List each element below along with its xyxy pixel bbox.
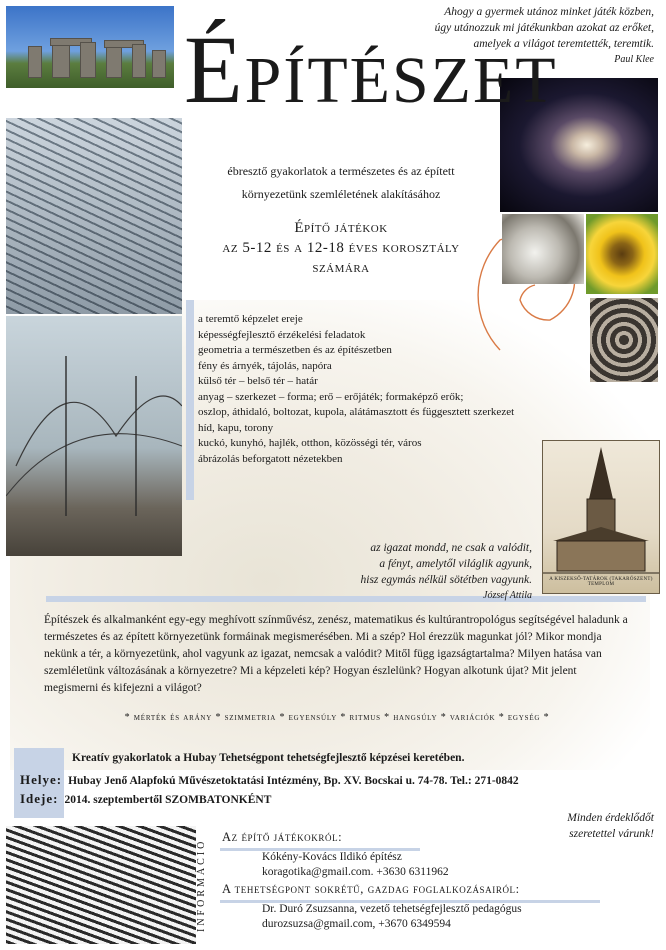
- value-separator: *: [384, 712, 390, 723]
- tensile-structure-photo: [6, 316, 182, 556]
- topic-item: anyag – szerkezet – forma; erő – erőjáték; formaképző erők;: [198, 390, 464, 403]
- welcome-line: szeretettel várunk!: [569, 828, 654, 840]
- quote-author: József Attila: [483, 590, 532, 601]
- stonehenge-photo: [6, 6, 174, 88]
- subtitle: [196, 160, 486, 206]
- value-separator: *: [124, 712, 131, 723]
- title-rest: PÍTÉSZET: [244, 44, 558, 117]
- location-line: [20, 772, 519, 788]
- topic-item: ábrázolás beforgatott nézetekben: [198, 452, 343, 465]
- ammonite-photo: [502, 214, 584, 284]
- subtitle-line: ébresztő gyakorlatok a természetes és az épített: [227, 164, 455, 178]
- contact-name: Dr. Duró Zsuzsanna, vezető tehetségfejlesztő pedagógus: [262, 903, 522, 915]
- page-title: [184, 14, 558, 125]
- value-separator: *: [279, 712, 286, 723]
- quote-author: Paul Klee: [614, 54, 654, 65]
- value-item: egyensúly: [288, 712, 338, 723]
- location-label: Helye:: [20, 772, 63, 787]
- values-line: [44, 712, 630, 723]
- welcome-line: Minden érdeklődőt: [567, 812, 654, 824]
- topic-item: geometria a természetben és az építészetben: [198, 344, 392, 356]
- contact-heading: Az építő játékokról:: [222, 830, 343, 844]
- contact-details[interactable]: durozsuzsa@gmail.com, +3670 6349594: [262, 918, 451, 930]
- value-item: hangsúly: [393, 712, 438, 723]
- topic-item: fény és árnyék, tájolás, napóra: [198, 359, 332, 372]
- program-heading-line: Építő játékok: [294, 220, 388, 236]
- info-vertical-label: INFORMÁCIÓ: [196, 838, 207, 932]
- topic-item: oszlop, áthidaló, boltozat, kupola, alátámasztott és függesztett szerkezet: [198, 406, 515, 418]
- program-frame-text: Kreatív gyakorlatok a Hubay Tehetségpont tehetségfejlesztő képzései keretében.: [72, 752, 465, 764]
- value-item: szimmetria: [224, 712, 277, 723]
- topic-item: képességfejlesztő érzékelési feladatok: [198, 328, 366, 341]
- lattice-roof-photo: [6, 118, 182, 314]
- contact-details[interactable]: koragotika@gmail.com. +3630 6311962: [262, 866, 449, 878]
- welcome-note: [504, 810, 654, 842]
- topic-list: [198, 312, 618, 467]
- jozsef-attila-quote: [300, 540, 532, 604]
- quote-line: hisz egymás nélkül sötétben vagyunk.: [360, 574, 532, 586]
- topic-item: külső tér – belső tér – határ: [198, 375, 318, 387]
- time-value: 2014. szeptembertől SZOMBATONKÉNT: [64, 794, 272, 806]
- quote-line: az igazat mondd, ne csak a valódit,: [370, 542, 532, 554]
- quote-line: amelyek a világot teremtették, teremtik.: [473, 38, 654, 50]
- contact-name: Kókény-Kovács Ildikó építész: [262, 851, 402, 863]
- value-item: variációk: [449, 712, 496, 723]
- topic-item: kuckó, kunyhó, hajlék, otthon, közösségi tér, város: [198, 437, 422, 449]
- accent-band-vertical: [186, 300, 194, 500]
- program-heading-line: az 5-12 és a 12-18 éves korosztály: [222, 240, 460, 256]
- value-separator: *: [340, 712, 347, 723]
- quote-line: úgy utánozzuk mi játékunkban azokat az erőket,: [434, 22, 654, 34]
- quote-line: a fényt, amelytől világlik agyunk,: [379, 558, 532, 570]
- program-heading-line: számára: [312, 260, 370, 276]
- topic-item: a teremtő képzelet ereje: [198, 313, 303, 325]
- title-first-letter: É: [184, 16, 245, 123]
- value-separator: *: [215, 712, 222, 723]
- sunflower-photo: [586, 214, 658, 294]
- topic-item: híd, kapu, torony: [198, 421, 274, 434]
- time-label: Ideje:: [20, 791, 59, 806]
- value-item: mérték és arány: [133, 712, 213, 723]
- value-item: ritmus: [349, 712, 381, 723]
- location-value: Hubay Jenő Alapfokú Művészetoktatási Intézmény, Bp. XV. Bocskai u. 74-78. Tel.: 271-0842: [68, 775, 519, 787]
- program-heading: [176, 218, 506, 278]
- contact-heading: A tehetségpont sokrétű, gazdag foglalkozásairól:: [222, 882, 520, 896]
- value-separator: *: [498, 712, 505, 723]
- church-caption: A KISZEKSŐ-TATÁROK (TAKARÓSZENT) TEMPLOM: [549, 577, 653, 587]
- description-paragraph: Építészek és alkalmanként egy-egy meghívott színművész, zenész, matematikus és kultúrantropológus segítségével haladunk a természetes és az épített környezetünk formáinak megismerésében. Mi a szép? Hol érezzük magunkat jól? Mikor mondja nekünk a tér, a környezetünk, ahol vagyunk az igazat, nemcsak a valódit? Mitől függ igazságtartalma? Milyen hatása van szemléletünk változásának a környezetre? Mi a képzeleti kép? Hogyan észlelünk? Hogyan alkotunk újat? Mit jelent megismerni és kifejezni a világot?: [44, 614, 628, 694]
- amphitheater-photo: [6, 826, 196, 944]
- subtitle-line: környezetünk szemléletének alakításához: [241, 187, 441, 201]
- quote-line: Ahogy a gyermek utánoz minket játék közben,: [444, 6, 654, 18]
- value-item: egység: [507, 712, 541, 723]
- value-separator: *: [440, 712, 447, 723]
- time-line: [20, 791, 271, 807]
- value-separator: *: [543, 712, 550, 723]
